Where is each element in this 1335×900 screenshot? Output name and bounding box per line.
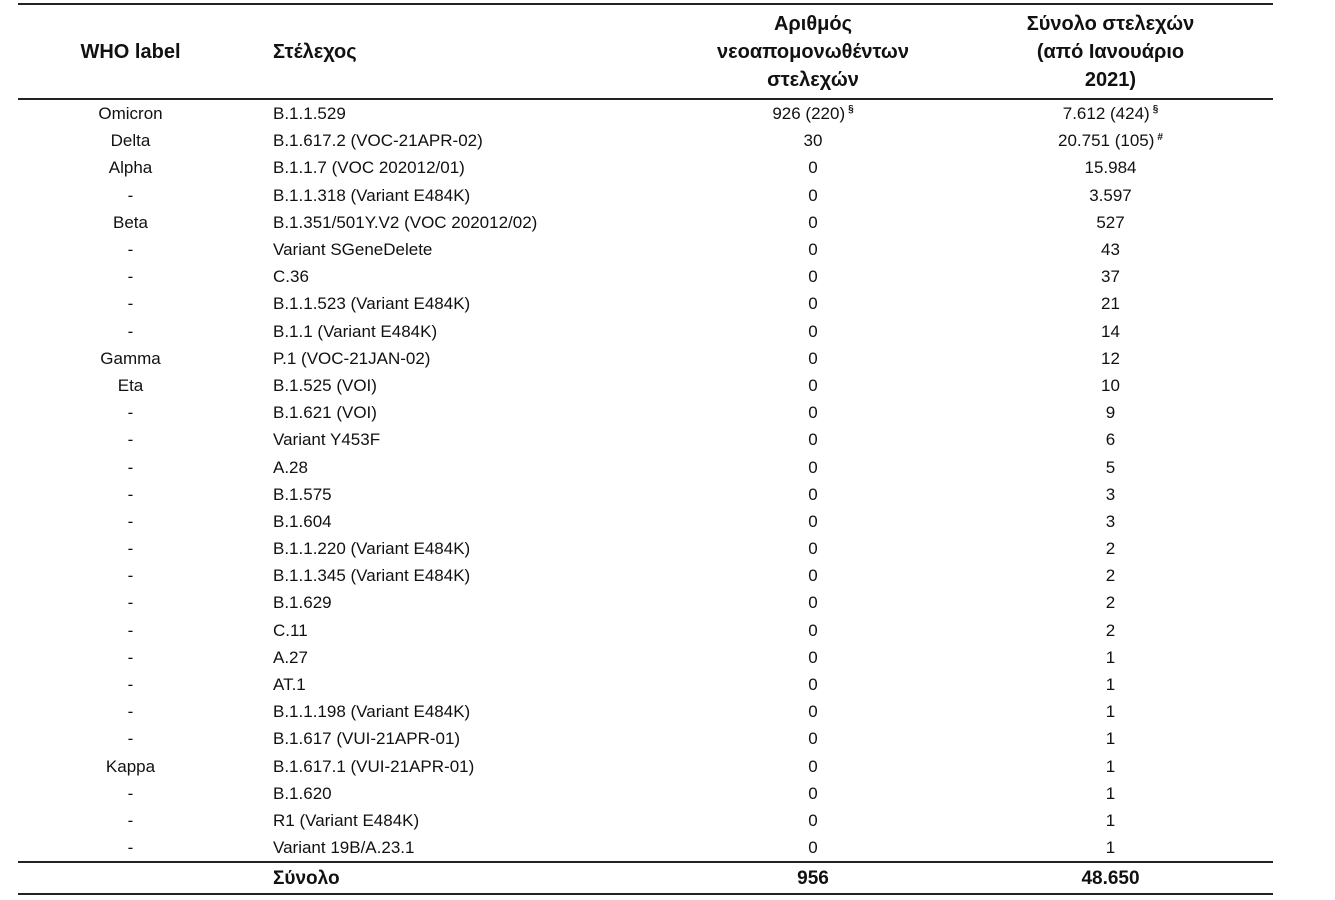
new-isolates-cell-text: 0 — [808, 729, 818, 749]
total-new-isolates: 956 — [797, 867, 829, 889]
who-label-cell-text: Omicron — [98, 104, 163, 124]
header-total-strains: Σύνολο στελεχών (από Ιανουάριο 2021) — [1026, 12, 1195, 91]
table-row — [18, 236, 1273, 263]
total-strains-cell-text: 20.751 (105) — [1058, 131, 1155, 151]
table-row — [18, 725, 1273, 752]
new-isolates-cell-text: 0 — [808, 375, 818, 395]
total-strains-cell-text: 21 — [1101, 294, 1120, 314]
footnote-mark: § — [848, 104, 854, 116]
new-isolates-cell — [678, 807, 948, 834]
new-isolates-cell — [678, 834, 948, 862]
new-isolates-cell — [678, 236, 948, 263]
who-label-cell-text: Delta — [110, 131, 151, 151]
new-isolates-cell-text: 0 — [808, 702, 818, 722]
strain-cell-text: AT.1 — [273, 675, 306, 695]
new-isolates-cell-text: 0 — [808, 620, 818, 640]
table-row — [18, 426, 1273, 453]
who-label-cell — [18, 290, 243, 317]
total-strains-cell-text: 2 — [1105, 539, 1116, 559]
who-label-cell — [18, 698, 243, 725]
total-strains-cell-text: 527 — [1096, 212, 1125, 232]
new-isolates-cell — [678, 753, 948, 780]
who-label-cell — [18, 127, 243, 154]
new-isolates-cell — [678, 481, 948, 508]
strain-cell-text: B.1.1.523 (Variant E484K) — [273, 294, 471, 314]
new-isolates-cell — [678, 426, 948, 453]
new-isolates-cell — [678, 182, 948, 209]
total-strains-cell — [948, 671, 1273, 698]
table-row — [18, 453, 1273, 480]
who-label-cell-text: Alpha — [108, 158, 153, 178]
strain-cell-text: B.1.1.198 (Variant E484K) — [273, 702, 471, 722]
total-strains-cell-text: 1 — [1105, 675, 1116, 695]
new-isolates-cell — [678, 372, 948, 399]
strain-cell — [243, 209, 678, 236]
who-label-cell — [18, 209, 243, 236]
strain-cell — [243, 481, 678, 508]
strain-cell — [243, 617, 678, 644]
total-strains-cell — [948, 535, 1273, 562]
total-strains-cell-text: 7.612 (424) — [1062, 104, 1150, 124]
who-label-cell — [18, 780, 243, 807]
table-row — [18, 780, 1273, 807]
new-isolates-cell-text: 0 — [808, 539, 818, 559]
who-label-cell-text: - — [127, 783, 134, 803]
total-strains-cell-text: 15.984 — [1084, 158, 1137, 178]
total-label: Σύνολο — [273, 867, 340, 889]
new-isolates-cell-text: 926 (220) — [772, 104, 846, 124]
table-row — [18, 535, 1273, 562]
total-strains-cell — [948, 372, 1273, 399]
who-label-cell — [18, 589, 243, 616]
strain-cell — [243, 182, 678, 209]
strain-cell — [243, 453, 678, 480]
total-strains-cell-text: 1 — [1105, 756, 1116, 776]
strain-cell — [243, 426, 678, 453]
who-label-cell — [18, 318, 243, 345]
new-isolates-cell — [678, 535, 948, 562]
total-strains-cell — [948, 182, 1273, 209]
table-header — [18, 4, 1273, 99]
total-strains-cell-text: 6 — [1105, 430, 1116, 450]
table-row — [18, 209, 1273, 236]
total-strains-cell — [948, 127, 1273, 154]
new-isolates-cell — [678, 263, 948, 290]
total-strains-cell — [948, 318, 1273, 345]
new-isolates-cell-text: 0 — [808, 240, 818, 260]
who-label-cell — [18, 453, 243, 480]
strain-cell-text: B.1.351/501Y.V2 (VOC 202012/02) — [273, 212, 538, 232]
new-isolates-cell-text: 0 — [808, 403, 818, 423]
total-strains-cell — [948, 753, 1273, 780]
total-strains-cell-text: 1 — [1105, 783, 1116, 803]
total-strains-cell — [948, 698, 1273, 725]
header-row — [18, 4, 1273, 99]
new-isolates-cell-text: 0 — [808, 484, 818, 504]
strain-cell — [243, 753, 678, 780]
who-label-cell — [18, 617, 243, 644]
total-strains-cell — [948, 453, 1273, 480]
header-new-isolates: Αριθμός νεοαπομονωθέντων στελεχών — [717, 12, 909, 91]
new-isolates-cell — [678, 345, 948, 372]
table-row — [18, 345, 1273, 372]
who-label-cell — [18, 535, 243, 562]
strain-cell-text: B.1.604 — [273, 511, 332, 531]
total-strains-cell-text: 9 — [1105, 403, 1116, 423]
total-strains-cell — [948, 589, 1273, 616]
strain-cell — [243, 399, 678, 426]
new-isolates-cell-text: 0 — [808, 212, 818, 232]
strain-cell-text: B.1.1.318 (Variant E484K) — [273, 185, 471, 205]
who-label-cell — [18, 562, 243, 589]
strain-cell-text: B.1.525 (VOI) — [273, 375, 377, 395]
total-strains-cell-text: 2 — [1105, 620, 1116, 640]
new-isolates-cell-text: 0 — [808, 838, 818, 858]
who-label-cell — [18, 508, 243, 535]
who-label-cell — [18, 644, 243, 671]
strain-cell — [243, 318, 678, 345]
variants-table — [18, 3, 1273, 895]
total-strains-cell-text: 12 — [1101, 348, 1120, 368]
strain-cell — [243, 290, 678, 317]
who-label-cell-text: - — [127, 185, 134, 205]
strain-cell — [243, 127, 678, 154]
strain-cell — [243, 780, 678, 807]
new-isolates-cell-text: 0 — [808, 321, 818, 341]
total-strains-cell-text: 3.597 — [1089, 185, 1132, 205]
who-label-cell-text: - — [127, 484, 134, 504]
table-row — [18, 562, 1273, 589]
strain-cell-text: B.1.1.220 (Variant E484K) — [273, 539, 471, 559]
strain-cell-text: A.28 — [273, 457, 308, 477]
new-isolates-cell — [678, 290, 948, 317]
table-footer — [18, 862, 1273, 894]
who-label-cell-text: - — [127, 729, 134, 749]
new-isolates-cell-text: 0 — [808, 457, 818, 477]
strain-cell-text: P.1 (VOC-21JAN-02) — [273, 348, 431, 368]
new-isolates-cell-text: 0 — [808, 294, 818, 314]
strain-cell — [243, 834, 678, 862]
total-strains-cell — [948, 209, 1273, 236]
strain-cell-text: B.1.617.2 (VOC-21APR-02) — [273, 131, 483, 151]
who-label-cell — [18, 725, 243, 752]
total-strains-cell — [948, 399, 1273, 426]
new-isolates-cell-text: 0 — [808, 647, 818, 667]
who-label-cell-text: - — [127, 810, 134, 830]
new-isolates-cell-text: 0 — [808, 267, 818, 287]
who-label-cell-text: Beta — [113, 212, 148, 232]
strain-cell-text: B.1.629 — [273, 593, 332, 613]
total-strains-cell-text: 1 — [1105, 647, 1116, 667]
new-isolates-cell — [678, 644, 948, 671]
who-label-cell — [18, 372, 243, 399]
table-row — [18, 481, 1273, 508]
total-row — [18, 862, 1273, 894]
strain-cell-text: B.1.1 (Variant E484K) — [273, 321, 438, 341]
new-isolates-cell — [678, 671, 948, 698]
table-row — [18, 589, 1273, 616]
new-isolates-cell — [678, 399, 948, 426]
total-strains-cell-text: 10 — [1101, 375, 1120, 395]
strain-cell-text: Variant 19B/A.23.1 — [273, 838, 415, 858]
table-row — [18, 753, 1273, 780]
who-label-cell — [18, 481, 243, 508]
total-strains-cell-text: 3 — [1105, 511, 1116, 531]
total-strains-cell — [948, 725, 1273, 752]
who-label-cell-text: - — [127, 593, 134, 613]
table-row — [18, 399, 1273, 426]
new-isolates-cell-text: 0 — [808, 430, 818, 450]
strain-cell-text: C.36 — [273, 267, 309, 287]
new-isolates-cell — [678, 725, 948, 752]
strain-cell — [243, 345, 678, 372]
table-row — [18, 154, 1273, 181]
table-row — [18, 644, 1273, 671]
strain-cell-text: B.1.1.7 (VOC 202012/01) — [273, 158, 465, 178]
who-label-cell — [18, 99, 243, 127]
who-label-cell-text: Gamma — [100, 348, 161, 368]
new-isolates-cell — [678, 617, 948, 644]
new-isolates-cell-text: 0 — [808, 348, 818, 368]
strain-cell-text: B.1.617 (VUI-21APR-01) — [273, 729, 461, 749]
total-strains-cell-text: 5 — [1105, 457, 1116, 477]
table-body — [18, 99, 1273, 862]
table-row — [18, 508, 1273, 535]
who-label-cell-text: - — [127, 702, 134, 722]
strain-cell-text: Variant Y453F — [273, 430, 381, 450]
total-strains-cell — [948, 263, 1273, 290]
variants-table-container — [18, 3, 1273, 895]
total-strains-cell — [948, 345, 1273, 372]
total-strains-cell — [948, 780, 1273, 807]
table-row — [18, 318, 1273, 345]
strain-cell-text: B.1.1.345 (Variant E484K) — [273, 566, 471, 586]
table-row — [18, 182, 1273, 209]
strain-cell — [243, 644, 678, 671]
who-label-cell-text: - — [127, 566, 134, 586]
who-label-cell — [18, 154, 243, 181]
total-strains-cell — [948, 481, 1273, 508]
total-strains-cell-text: 3 — [1105, 484, 1116, 504]
total-strains-cell-text: 1 — [1105, 838, 1116, 858]
new-isolates-cell — [678, 127, 948, 154]
total-strains: 48.650 — [1081, 867, 1140, 889]
who-label-cell — [18, 834, 243, 862]
new-isolates-cell-text: 0 — [808, 783, 818, 803]
strain-cell — [243, 372, 678, 399]
strain-cell-text: B.1.620 — [273, 783, 332, 803]
who-label-cell — [18, 345, 243, 372]
new-isolates-cell — [678, 698, 948, 725]
table-row — [18, 127, 1273, 154]
who-label-cell-text: - — [127, 511, 134, 531]
new-isolates-cell — [678, 209, 948, 236]
who-label-cell-text: - — [127, 267, 134, 287]
who-label-cell-text: - — [127, 294, 134, 314]
strain-cell-text: B.1.617.1 (VUI-21APR-01) — [273, 756, 475, 776]
who-label-cell — [18, 399, 243, 426]
new-isolates-cell-text: 0 — [808, 511, 818, 531]
new-isolates-cell-text: 0 — [808, 675, 818, 695]
who-label-cell-text: - — [127, 240, 134, 260]
who-label-cell — [18, 426, 243, 453]
who-label-cell-text: - — [127, 620, 134, 640]
table-row — [18, 372, 1273, 399]
strain-cell-text: R1 (Variant E484K) — [273, 810, 420, 830]
strain-cell-text: Variant SGeneDelete — [273, 240, 433, 260]
who-label-cell-text: - — [127, 539, 134, 559]
new-isolates-cell-text: 30 — [803, 131, 823, 151]
who-label-cell-text: - — [127, 321, 134, 341]
new-isolates-cell-text: 0 — [808, 566, 818, 586]
total-strains-cell — [948, 562, 1273, 589]
total-strains-cell-text: 1 — [1105, 702, 1116, 722]
new-isolates-cell — [678, 508, 948, 535]
strain-cell-text: B.1.621 (VOI) — [273, 403, 377, 423]
new-isolates-cell-text: 0 — [808, 756, 818, 776]
who-label-cell — [18, 263, 243, 290]
total-strains-cell — [948, 426, 1273, 453]
total-strains-cell-text: 2 — [1105, 566, 1116, 586]
who-label-cell-text: - — [127, 675, 134, 695]
total-strains-cell — [948, 834, 1273, 862]
strain-cell — [243, 99, 678, 127]
who-label-cell-text: - — [127, 403, 134, 423]
strain-cell-text: B.1.1.529 — [273, 104, 346, 124]
total-strains-cell — [948, 644, 1273, 671]
who-label-cell — [18, 182, 243, 209]
who-label-cell-text: - — [127, 838, 134, 858]
who-label-cell-text: - — [127, 647, 134, 667]
strain-cell — [243, 698, 678, 725]
strain-cell — [243, 725, 678, 752]
total-strains-cell-text: 1 — [1105, 810, 1116, 830]
new-isolates-cell — [678, 318, 948, 345]
table-row — [18, 698, 1273, 725]
total-strains-cell-text: 14 — [1101, 321, 1120, 341]
new-isolates-cell — [678, 562, 948, 589]
strain-cell — [243, 807, 678, 834]
new-isolates-cell — [678, 99, 948, 127]
who-label-cell-text: Kappa — [105, 756, 156, 776]
total-strains-cell-text: 43 — [1101, 240, 1120, 260]
new-isolates-cell — [678, 453, 948, 480]
new-isolates-cell-text: 0 — [808, 593, 818, 613]
who-label-cell-text: Eta — [117, 375, 144, 395]
who-label-cell-text: - — [127, 457, 134, 477]
header-strain: Στέλεχος — [273, 40, 357, 63]
header-who-label: WHO label — [80, 40, 181, 63]
strain-cell-text: C.11 — [273, 620, 308, 640]
strain-cell-text: A.27 — [273, 647, 308, 667]
total-who-cell — [18, 862, 243, 894]
total-strains-cell — [948, 236, 1273, 263]
who-label-cell — [18, 807, 243, 834]
total-strains-cell-text: 37 — [1101, 267, 1120, 287]
table-row — [18, 290, 1273, 317]
strain-cell — [243, 535, 678, 562]
total-strains-cell — [948, 807, 1273, 834]
strain-cell — [243, 236, 678, 263]
new-isolates-cell-text: 0 — [808, 185, 818, 205]
who-label-cell — [18, 671, 243, 698]
strain-cell — [243, 154, 678, 181]
strain-cell — [243, 508, 678, 535]
total-strains-cell-text: 1 — [1105, 729, 1116, 749]
total-strains-cell — [948, 154, 1273, 181]
table-row — [18, 617, 1273, 644]
table-row — [18, 807, 1273, 834]
strain-cell-text: B.1.575 — [273, 484, 332, 504]
total-strains-cell — [948, 508, 1273, 535]
table-row — [18, 99, 1273, 127]
new-isolates-cell — [678, 780, 948, 807]
table-row — [18, 671, 1273, 698]
total-strains-cell — [948, 99, 1273, 127]
total-strains-cell — [948, 617, 1273, 644]
table-row — [18, 263, 1273, 290]
total-strains-cell-text: 2 — [1105, 593, 1116, 613]
new-isolates-cell-text: 0 — [808, 810, 818, 830]
total-strains-cell — [948, 290, 1273, 317]
new-isolates-cell-text: 0 — [808, 158, 818, 178]
who-label-cell-text: - — [127, 430, 134, 450]
footnote-mark: # — [1157, 131, 1163, 143]
table-row — [18, 834, 1273, 862]
strain-cell — [243, 263, 678, 290]
strain-cell — [243, 671, 678, 698]
strain-cell — [243, 589, 678, 616]
who-label-cell — [18, 236, 243, 263]
new-isolates-cell — [678, 589, 948, 616]
who-label-cell — [18, 753, 243, 780]
strain-cell — [243, 562, 678, 589]
new-isolates-cell — [678, 154, 948, 181]
footnote-mark: § — [1152, 104, 1159, 116]
